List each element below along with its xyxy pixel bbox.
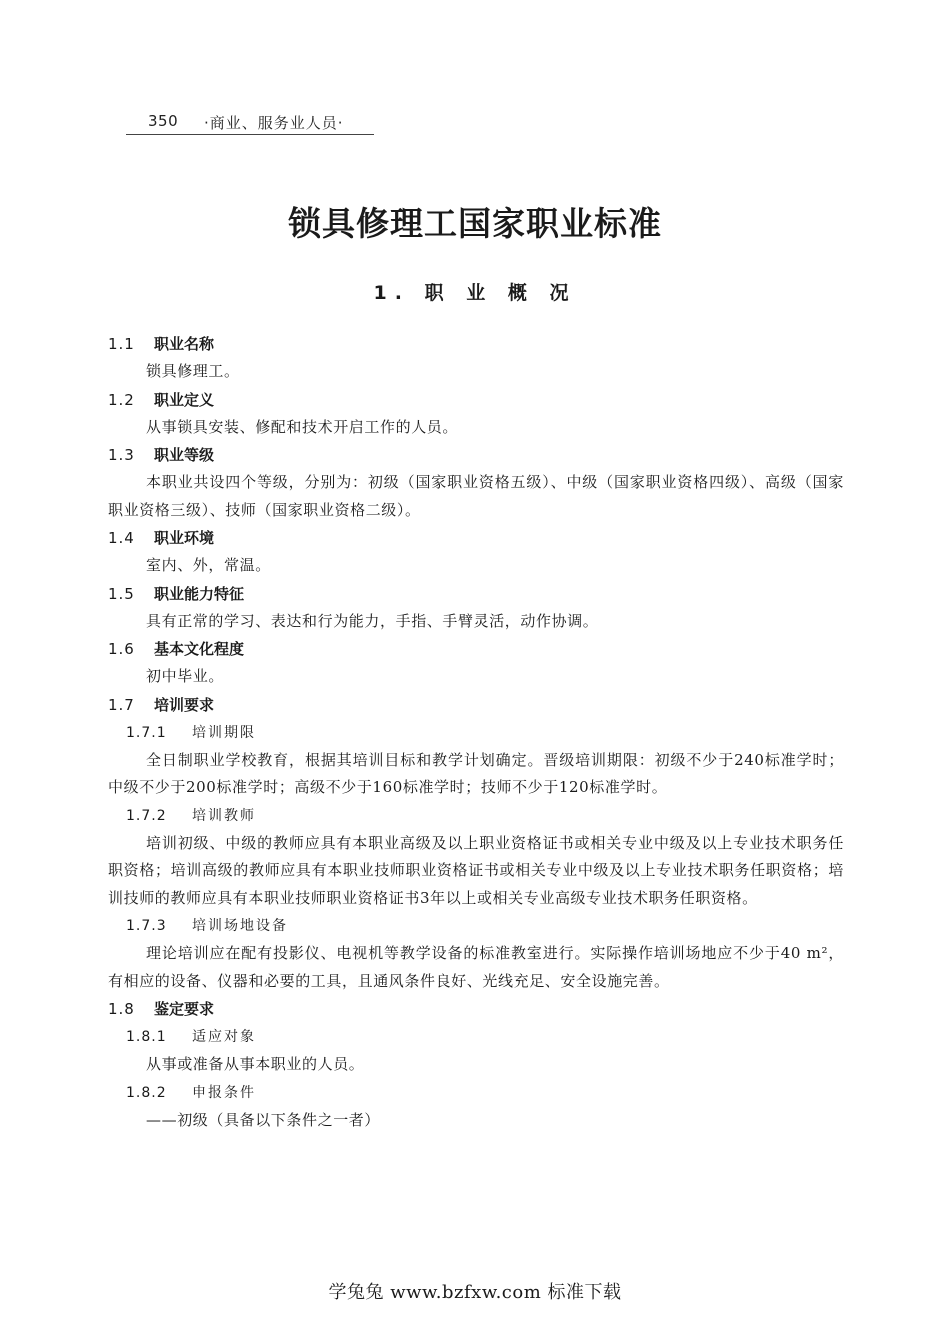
page-number: 350 xyxy=(148,112,179,130)
section-number: 1.3 xyxy=(108,446,135,464)
document-title: 锁具修理工国家职业标准 xyxy=(288,204,662,243)
section-number: 1.4 xyxy=(108,529,135,547)
subsection-number: 1.8.1 xyxy=(126,1029,167,1045)
paragraph: 本职业共设四个等级，分别为：初级（国家职业资格五级）、中级（国家职业资格四级）、高级（国家职业资格三级）、技师（国家职业资格二级）。 xyxy=(108,473,844,519)
paragraph: 理论培训应在配有投影仪、电视机等教学设备的标准教室进行。实际操作培训场地应不少于40 m²，有相应的设备、仪器和必要的工具，且通风条件良好、光线充足、安全设施完善。 xyxy=(108,944,844,990)
section-heading xyxy=(108,330,844,358)
section-title: 职业名称 xyxy=(154,335,215,353)
subsection-heading xyxy=(108,1023,844,1051)
section-number: 1.5 xyxy=(108,584,135,603)
section-heading xyxy=(108,524,844,552)
paragraph: 锁具修理工。 xyxy=(146,362,240,380)
section-title: 基本文化程度 xyxy=(154,640,245,658)
paragraph: 初中毕业。 xyxy=(146,667,225,685)
chapter-title: 1. 职 业 概 况 xyxy=(373,282,577,304)
section-heading xyxy=(108,441,844,469)
section-title: 职业环境 xyxy=(154,529,215,547)
subsection-number: 1.8.2 xyxy=(126,1084,167,1101)
paragraph: 从事或准备从事本职业的人员。 xyxy=(146,1055,365,1073)
paragraph: 室内、外，常温。 xyxy=(146,556,271,574)
subsection-heading xyxy=(108,802,844,830)
section-number: 1.7 xyxy=(108,695,135,714)
document-body xyxy=(108,330,844,1134)
section-title: 职业能力特征 xyxy=(154,584,245,603)
subsection-heading xyxy=(108,719,844,747)
paragraph: 具有正常的学习、表达和行为能力，手指、手臂灵活，动作协调。 xyxy=(146,611,599,630)
paragraph: 培训初级、中级的教师应具有本职业高级及以上职业资格证书或相关专业中级及以上专业技术职务任职资格；培训高级的教师应具有本职业技师职业资格证书或相关专业中级及以上专业技术职务任职资格；培训技师的教师应具有本职业技师职业资格证书3年以上或相关专业高级专业技术职务任职资格。 xyxy=(108,833,844,907)
running-header xyxy=(126,108,374,135)
section-heading xyxy=(108,995,844,1023)
subsection-number: 1.7.3 xyxy=(126,918,167,934)
paragraph: 全日制职业学校教育，根据其培训目标和教学计划确定。晋级培训期限：初级不少于240标准学时；中级不少于200标准学时；高级不少于160标准学时；技师不少于120标准学时。 xyxy=(108,750,844,796)
section-number: 1.6 xyxy=(108,640,135,658)
subsection-title: 适应对象 xyxy=(192,1029,256,1045)
subsection-title: 培训场地设备 xyxy=(192,918,288,934)
section-heading xyxy=(108,691,844,719)
section-number: 1.2 xyxy=(108,390,135,409)
section-number: 1.8 xyxy=(108,1000,135,1018)
section-title: 职业定义 xyxy=(154,390,215,409)
subsection-heading xyxy=(108,1079,844,1107)
subsection-number: 1.7.1 xyxy=(126,724,167,741)
section-heading xyxy=(108,580,844,608)
section-title: 鉴定要求 xyxy=(154,1000,215,1018)
section-heading xyxy=(108,386,844,414)
paragraph: 从事锁具安装、修配和技术开启工作的人员。 xyxy=(146,417,459,436)
section-title: 培训要求 xyxy=(154,695,215,714)
subsection-title: 申报条件 xyxy=(192,1084,256,1101)
section-label: ·商业、服务业人员· xyxy=(204,114,344,132)
subsection-title: 培训教师 xyxy=(192,807,256,824)
section-title: 职业等级 xyxy=(154,446,215,464)
paragraph: ——初级（具备以下条件之一者） xyxy=(146,1110,381,1129)
subsection-title: 培训期限 xyxy=(192,724,256,741)
subsection-heading xyxy=(108,912,844,940)
footer-watermark: 学兔兔 www.bzfxw.com 标准下载 xyxy=(328,1282,622,1303)
section-heading xyxy=(108,635,844,663)
section-number: 1.1 xyxy=(108,335,135,353)
subsection-number: 1.7.2 xyxy=(126,807,167,824)
